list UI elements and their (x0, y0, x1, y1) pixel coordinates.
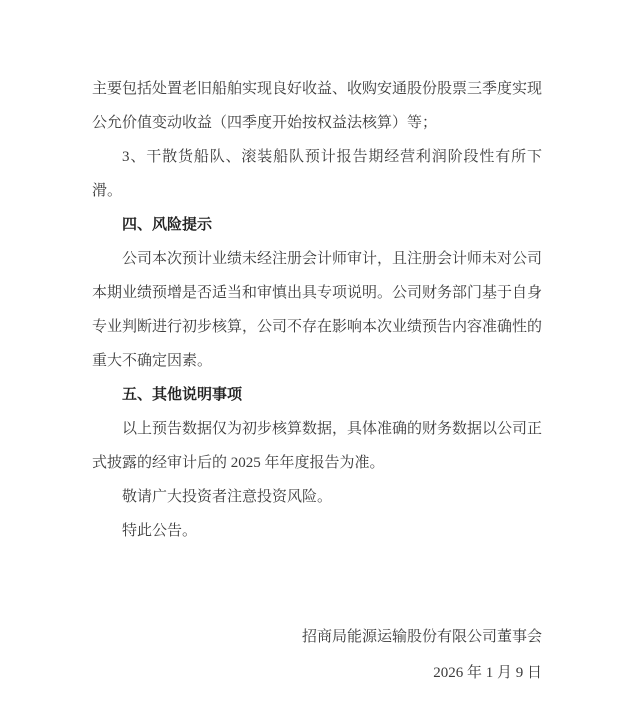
section-heading-other-notes: 五、其他说明事项 (122, 387, 243, 403)
paragraph-data-disclaimer: 以上预告数据仅为初步核算数据，具体准确的财务数据以公司正式披露的经审计后的 2025 年年度报告为准。 (92, 421, 543, 471)
paragraph-investor-notice: 敬请广大投资者注意投资风险。 (122, 489, 333, 505)
paragraph-item-3: 3、干散货船队、滚装船队预计报告期经营利润阶段性有所下滑。 (92, 149, 542, 199)
paragraph-performance-reasons: 主要包括处置老旧船舶实现良好收益、收购安通股份股票三季度实现公允价值变动收益（四季度开始按权益法核算）等； (92, 81, 543, 131)
paragraph-closing: 特此公告。 (122, 523, 198, 539)
signature-block (92, 620, 542, 690)
section-heading-risk-notice: 四、风险提示 (122, 217, 213, 233)
signature-line: 招商局能源运输股份有限公司董事会 (301, 629, 542, 645)
date-line: 2026 年 1 月 9 日 (433, 665, 542, 681)
paragraph-risk-body: 公司本次预计业绩未经注册会计师审计，且注册会计师未对公司本期业绩预增是否适当和审慎出具专项说明。公司财务部门基于自身专业判断进行初步核算，公司不存在影响本次业绩预告内容准确性的重大不确定因素。 (92, 251, 543, 369)
document-body (92, 72, 542, 690)
